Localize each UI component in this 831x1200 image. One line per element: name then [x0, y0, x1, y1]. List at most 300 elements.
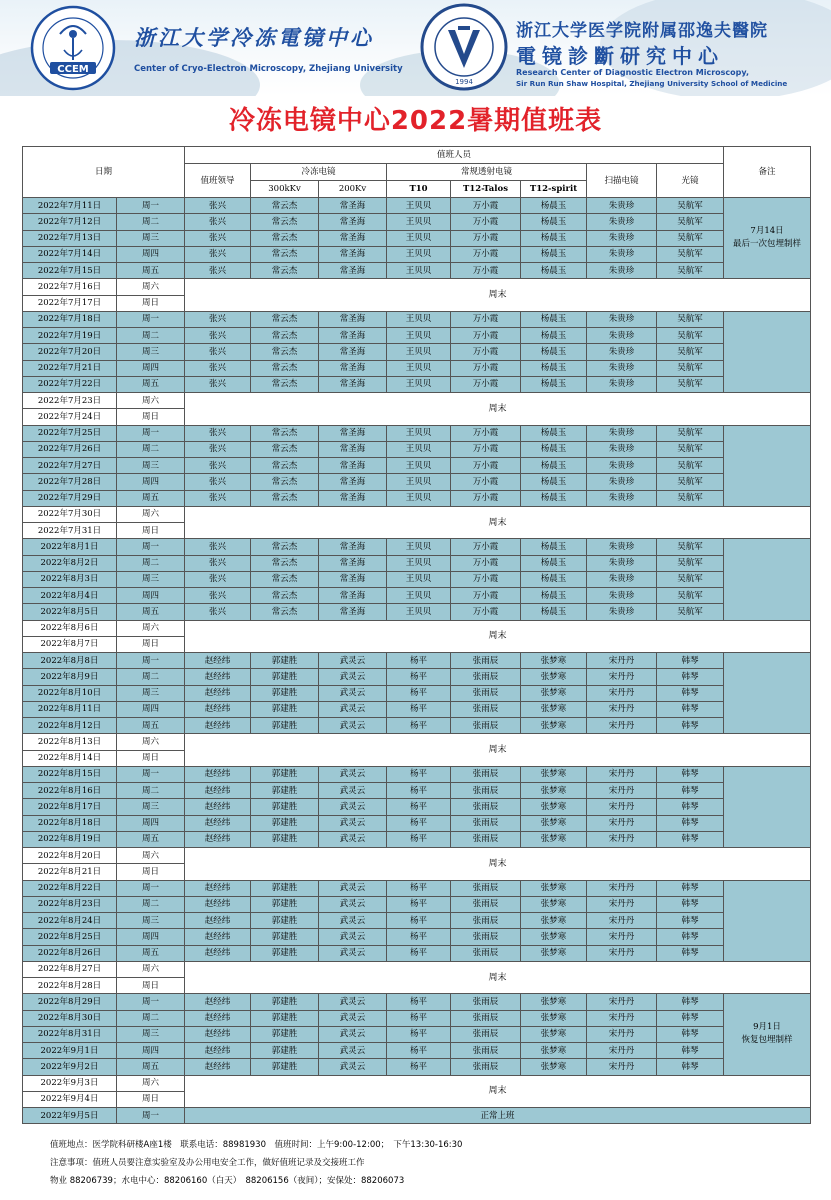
- staff-cell: 赵经纬: [185, 685, 251, 701]
- table-row: [23, 945, 811, 961]
- header-staff: 值班人员: [185, 147, 724, 164]
- date-cell: 2022年7月23日: [23, 393, 117, 409]
- staff-cell: 常云杰: [251, 230, 319, 246]
- weekday-cell: 周二: [117, 783, 185, 799]
- staff-cell: 韩琴: [657, 653, 724, 669]
- remark-cell: [724, 198, 811, 279]
- date-cell: 2022年8月23日: [23, 896, 117, 912]
- staff-cell: 杨晨玉: [521, 311, 587, 327]
- date-cell: 2022年8月6日: [23, 620, 117, 636]
- staff-cell: 张雨辰: [451, 1026, 521, 1042]
- table-row: [23, 328, 811, 344]
- staff-cell: 张梦寒: [521, 815, 587, 831]
- staff-cell: 张梦寒: [521, 880, 587, 896]
- staff-cell: 郭建胜: [251, 685, 319, 701]
- table-row: [23, 588, 811, 604]
- staff-cell: 常圣海: [319, 198, 387, 214]
- header-sem: 扫描电镜: [587, 164, 657, 198]
- staff-cell: 常圣海: [319, 555, 387, 571]
- staff-cell: 万小霞: [451, 555, 521, 571]
- staff-cell: 韩琴: [657, 701, 724, 717]
- staff-cell: 赵经纬: [185, 831, 251, 847]
- staff-cell: 吴航军: [657, 441, 724, 457]
- table-row: [23, 604, 811, 620]
- table-row-weekend: [23, 279, 811, 295]
- staff-cell: 吴航军: [657, 344, 724, 360]
- staff-cell: 吴航军: [657, 360, 724, 376]
- staff-cell: 武灵云: [319, 1010, 387, 1026]
- staff-cell: 张梦寒: [521, 685, 587, 701]
- staff-cell: 王贝贝: [387, 425, 451, 441]
- staff-cell: 王贝贝: [387, 604, 451, 620]
- table-body: [23, 198, 811, 1124]
- staff-cell: 宋丹丹: [587, 766, 657, 782]
- weekday-cell: 周三: [117, 458, 185, 474]
- staff-cell: 万小霞: [451, 360, 521, 376]
- staff-cell: 万小霞: [451, 328, 521, 344]
- table-row-resume: [23, 1108, 811, 1124]
- duty-schedule-table: [22, 146, 811, 1124]
- weekday-cell: 周四: [117, 929, 185, 945]
- staff-cell: 郭建胜: [251, 669, 319, 685]
- table-row: [23, 913, 811, 929]
- remark-cell: [724, 425, 811, 506]
- weekday-cell: 周二: [117, 214, 185, 230]
- table-row: [23, 344, 811, 360]
- staff-cell: 吴航军: [657, 458, 724, 474]
- weekday-cell: 周六: [117, 620, 185, 636]
- staff-cell: 张雨辰: [451, 945, 521, 961]
- remark-cell: [724, 539, 811, 620]
- weekday-cell: 周六: [117, 1075, 185, 1091]
- staff-cell: 赵经纬: [185, 994, 251, 1010]
- weekday-cell: 周一: [117, 880, 185, 896]
- staff-cell: 韩琴: [657, 718, 724, 734]
- staff-cell: 朱贵珍: [587, 588, 657, 604]
- staff-cell: 张雨辰: [451, 685, 521, 701]
- date-cell: 2022年8月17日: [23, 799, 117, 815]
- staff-cell: 万小霞: [451, 458, 521, 474]
- header-t12-spirit: T12-spirit: [521, 181, 587, 198]
- staff-cell: 张兴: [185, 246, 251, 262]
- table-row: [23, 246, 811, 262]
- table-row: [23, 701, 811, 717]
- staff-cell: 张兴: [185, 311, 251, 327]
- date-cell: 2022年8月10日: [23, 685, 117, 701]
- staff-cell: 常云杰: [251, 376, 319, 392]
- staff-cell: 郭建胜: [251, 718, 319, 734]
- staff-cell: 杨平: [387, 653, 451, 669]
- weekday-cell: 周四: [117, 246, 185, 262]
- weekday-cell: 周三: [117, 344, 185, 360]
- staff-cell: 张雨辰: [451, 896, 521, 912]
- weekend-label: 周末: [185, 620, 811, 653]
- table-row: [23, 555, 811, 571]
- staff-cell: 王贝贝: [387, 441, 451, 457]
- date-cell: 2022年8月31日: [23, 1026, 117, 1042]
- remark-line: 最后一次包埋制样: [733, 239, 802, 250]
- staff-cell: 杨晨玉: [521, 344, 587, 360]
- staff-cell: 常圣海: [319, 588, 387, 604]
- staff-cell: 赵经纬: [185, 718, 251, 734]
- staff-cell: 杨平: [387, 831, 451, 847]
- weekday-cell: 周五: [117, 831, 185, 847]
- staff-cell: 王贝贝: [387, 571, 451, 587]
- date-cell: 2022年7月22日: [23, 376, 117, 392]
- staff-cell: 朱贵珍: [587, 474, 657, 490]
- staff-cell: 宋丹丹: [587, 880, 657, 896]
- staff-cell: 赵经纬: [185, 945, 251, 961]
- weekday-cell: 周六: [117, 506, 185, 522]
- staff-cell: 吴航军: [657, 555, 724, 571]
- staff-cell: 郭建胜: [251, 831, 319, 847]
- date-cell: 2022年8月28日: [23, 978, 117, 994]
- staff-cell: 杨平: [387, 945, 451, 961]
- staff-cell: 赵经纬: [185, 1026, 251, 1042]
- staff-cell: 吴航军: [657, 214, 724, 230]
- staff-cell: 王贝贝: [387, 490, 451, 506]
- staff-cell: 王贝贝: [387, 214, 451, 230]
- staff-cell: 韩琴: [657, 945, 724, 961]
- table-row: [23, 311, 811, 327]
- staff-cell: 杨平: [387, 815, 451, 831]
- staff-cell: 杨晨玉: [521, 571, 587, 587]
- staff-cell: 万小霞: [451, 246, 521, 262]
- staff-cell: 武灵云: [319, 669, 387, 685]
- remark-cell: [724, 880, 811, 961]
- staff-cell: 常云杰: [251, 441, 319, 457]
- date-cell: 2022年8月14日: [23, 750, 117, 766]
- staff-cell: 吴航军: [657, 571, 724, 587]
- hospital-logo-year: 1994: [455, 78, 473, 86]
- staff-cell: 杨平: [387, 994, 451, 1010]
- staff-cell: 朱贵珍: [587, 246, 657, 262]
- staff-cell: 张兴: [185, 441, 251, 457]
- date-cell: 2022年8月22日: [23, 880, 117, 896]
- date-cell: 2022年7月20日: [23, 344, 117, 360]
- staff-cell: 张雨辰: [451, 799, 521, 815]
- staff-cell: 郭建胜: [251, 815, 319, 831]
- table-row: [23, 783, 811, 799]
- date-cell: 2022年7月31日: [23, 523, 117, 539]
- table-row: [23, 1026, 811, 1042]
- weekday-cell: 周日: [117, 295, 185, 311]
- staff-cell: 杨平: [387, 766, 451, 782]
- date-cell: 2022年8月16日: [23, 783, 117, 799]
- staff-cell: 张兴: [185, 555, 251, 571]
- staff-cell: 张兴: [185, 425, 251, 441]
- staff-cell: 郭建胜: [251, 799, 319, 815]
- table-header: [23, 147, 811, 198]
- date-cell: 2022年7月16日: [23, 279, 117, 295]
- staff-cell: 张兴: [185, 344, 251, 360]
- staff-cell: 吴航军: [657, 604, 724, 620]
- remark-cell: [724, 766, 811, 847]
- hospital-name-cn: 浙江大学医学院附属邵逸夫醫院: [516, 21, 768, 41]
- date-cell: 2022年8月18日: [23, 815, 117, 831]
- staff-cell: 韩琴: [657, 1059, 724, 1075]
- staff-cell: 杨晨玉: [521, 246, 587, 262]
- staff-cell: 郭建胜: [251, 1010, 319, 1026]
- staff-cell: 常云杰: [251, 604, 319, 620]
- staff-cell: 赵经纬: [185, 880, 251, 896]
- weekend-label: 周末: [185, 734, 811, 767]
- date-cell: 2022年7月29日: [23, 490, 117, 506]
- weekday-cell: 周二: [117, 896, 185, 912]
- staff-cell: 杨平: [387, 685, 451, 701]
- center-name-cn: 電镜診斷研究中心: [516, 44, 724, 68]
- footer-notice-line: 注意事项：值班人员要注意实验室及办公用电安全工作，做好值班记录及交接班工作: [50, 1158, 365, 1168]
- staff-cell: 杨晨玉: [521, 214, 587, 230]
- staff-cell: 宋丹丹: [587, 831, 657, 847]
- weekday-cell: 周三: [117, 230, 185, 246]
- staff-cell: 常云杰: [251, 214, 319, 230]
- staff-cell: 张兴: [185, 588, 251, 604]
- staff-cell: 朱贵珍: [587, 344, 657, 360]
- weekend-label: 周末: [185, 393, 811, 426]
- table-row: [23, 766, 811, 782]
- weekday-cell: 周二: [117, 1010, 185, 1026]
- table-row: [23, 1043, 811, 1059]
- footer-location-line: 值班地点：医学院科研楼A座1楼 联系电话：88981930 值班时间：上午9:00-12:00； 下午13:30-16:30: [50, 1140, 463, 1150]
- weekend-label: 周末: [185, 506, 811, 539]
- staff-cell: 杨平: [387, 1026, 451, 1042]
- staff-cell: 张兴: [185, 376, 251, 392]
- staff-cell: 杨平: [387, 718, 451, 734]
- staff-cell: 杨晨玉: [521, 474, 587, 490]
- remark-line: 恢复包埋制样: [741, 1035, 793, 1046]
- staff-cell: 武灵云: [319, 896, 387, 912]
- staff-cell: 韩琴: [657, 685, 724, 701]
- staff-cell: 张兴: [185, 571, 251, 587]
- date-cell: 2022年8月21日: [23, 864, 117, 880]
- staff-cell: 张雨辰: [451, 766, 521, 782]
- staff-cell: 宋丹丹: [587, 1043, 657, 1059]
- staff-cell: 韩琴: [657, 1026, 724, 1042]
- staff-cell: 常云杰: [251, 263, 319, 279]
- staff-cell: 武灵云: [319, 701, 387, 717]
- staff-cell: 张雨辰: [451, 1010, 521, 1026]
- staff-cell: 郭建胜: [251, 1059, 319, 1075]
- table-row-weekend: [23, 393, 811, 409]
- staff-cell: 万小霞: [451, 604, 521, 620]
- staff-cell: 宋丹丹: [587, 945, 657, 961]
- staff-cell: 杨平: [387, 669, 451, 685]
- staff-cell: 张兴: [185, 539, 251, 555]
- table-row: [23, 831, 811, 847]
- weekday-cell: 周日: [117, 523, 185, 539]
- staff-cell: 郭建胜: [251, 1043, 319, 1059]
- staff-cell: 王贝贝: [387, 246, 451, 262]
- staff-cell: 韩琴: [657, 994, 724, 1010]
- staff-cell: 张梦寒: [521, 766, 587, 782]
- staff-cell: 韩琴: [657, 766, 724, 782]
- date-cell: 2022年7月26日: [23, 441, 117, 457]
- staff-cell: 张雨辰: [451, 701, 521, 717]
- date-cell: 2022年7月28日: [23, 474, 117, 490]
- table-row: [23, 815, 811, 831]
- staff-cell: 杨晨玉: [521, 376, 587, 392]
- staff-cell: 郭建胜: [251, 701, 319, 717]
- staff-cell: 常圣海: [319, 376, 387, 392]
- staff-cell: 吴航军: [657, 198, 724, 214]
- staff-cell: 朱贵珍: [587, 458, 657, 474]
- remark-cell: [724, 994, 811, 1075]
- remark-line: 9月1日: [753, 1022, 781, 1033]
- staff-cell: 武灵云: [319, 718, 387, 734]
- staff-cell: 宋丹丹: [587, 896, 657, 912]
- weekday-cell: 周二: [117, 441, 185, 457]
- date-cell: 2022年7月17日: [23, 295, 117, 311]
- table-row: [23, 799, 811, 815]
- date-cell: 2022年7月27日: [23, 458, 117, 474]
- staff-cell: 王贝贝: [387, 311, 451, 327]
- staff-cell: 张兴: [185, 198, 251, 214]
- staff-cell: 韩琴: [657, 1010, 724, 1026]
- ccem-mark: CCEM: [57, 64, 89, 75]
- table-row: [23, 539, 811, 555]
- weekend-label: 周末: [185, 961, 811, 994]
- staff-cell: 杨晨玉: [521, 539, 587, 555]
- staff-cell: 万小霞: [451, 490, 521, 506]
- staff-cell: 常圣海: [319, 214, 387, 230]
- staff-cell: 吴航军: [657, 311, 724, 327]
- staff-cell: 张兴: [185, 490, 251, 506]
- weekday-cell: 周六: [117, 848, 185, 864]
- staff-cell: 张雨辰: [451, 831, 521, 847]
- staff-cell: 万小霞: [451, 311, 521, 327]
- weekday-cell: 周二: [117, 328, 185, 344]
- table-row-weekend: [23, 1075, 811, 1091]
- header-t12-talos: T12-Talos: [451, 181, 521, 198]
- staff-cell: 常圣海: [319, 328, 387, 344]
- staff-cell: 张梦寒: [521, 831, 587, 847]
- staff-cell: 张雨辰: [451, 783, 521, 799]
- staff-cell: 张梦寒: [521, 994, 587, 1010]
- date-cell: 2022年8月13日: [23, 734, 117, 750]
- staff-cell: 王贝贝: [387, 344, 451, 360]
- staff-cell: 常圣海: [319, 344, 387, 360]
- staff-cell: 常云杰: [251, 571, 319, 587]
- staff-cell: 韩琴: [657, 1043, 724, 1059]
- staff-cell: 常圣海: [319, 230, 387, 246]
- staff-cell: 吴航军: [657, 328, 724, 344]
- weekday-cell: 周四: [117, 588, 185, 604]
- date-cell: 2022年8月25日: [23, 929, 117, 945]
- table-row: [23, 376, 811, 392]
- weekday-cell: 周三: [117, 1026, 185, 1042]
- staff-cell: 杨平: [387, 799, 451, 815]
- staff-cell: 王贝贝: [387, 539, 451, 555]
- date-cell: 2022年8月8日: [23, 653, 117, 669]
- table-row: [23, 474, 811, 490]
- staff-cell: 吴航军: [657, 490, 724, 506]
- ccem-name-cn: 浙江大学冷冻電镜中心: [134, 25, 374, 50]
- table-row: [23, 198, 811, 214]
- staff-cell: 宋丹丹: [587, 653, 657, 669]
- date-cell: 2022年8月1日: [23, 539, 117, 555]
- staff-cell: 万小霞: [451, 344, 521, 360]
- date-cell: 2022年7月30日: [23, 506, 117, 522]
- staff-cell: 武灵云: [319, 913, 387, 929]
- staff-cell: 韩琴: [657, 669, 724, 685]
- staff-cell: 张雨辰: [451, 669, 521, 685]
- weekday-cell: 周一: [117, 994, 185, 1010]
- staff-cell: 万小霞: [451, 198, 521, 214]
- staff-cell: 杨平: [387, 1043, 451, 1059]
- staff-cell: 张梦寒: [521, 913, 587, 929]
- table-row-weekend: [23, 961, 811, 977]
- staff-cell: 万小霞: [451, 571, 521, 587]
- table-row: [23, 1059, 811, 1075]
- staff-cell: 万小霞: [451, 214, 521, 230]
- staff-cell: 赵经纬: [185, 799, 251, 815]
- header-leader: 值班领导: [185, 164, 251, 198]
- staff-cell: 宋丹丹: [587, 685, 657, 701]
- weekday-cell: 周四: [117, 360, 185, 376]
- table-row: [23, 896, 811, 912]
- date-cell: 2022年8月19日: [23, 831, 117, 847]
- ccem-name-en: Center of Cryo-Electron Microscopy, Zhejiang University: [134, 64, 403, 74]
- staff-cell: 常云杰: [251, 474, 319, 490]
- date-cell: 2022年7月24日: [23, 409, 117, 425]
- header-banner: [0, 0, 831, 96]
- staff-cell: 万小霞: [451, 539, 521, 555]
- weekday-cell: 周三: [117, 913, 185, 929]
- staff-cell: 常圣海: [319, 539, 387, 555]
- staff-cell: 宋丹丹: [587, 815, 657, 831]
- weekday-cell: 周五: [117, 945, 185, 961]
- staff-cell: 赵经纬: [185, 1010, 251, 1026]
- weekday-cell: 周三: [117, 685, 185, 701]
- weekday-cell: 周六: [117, 393, 185, 409]
- date-cell: 2022年8月9日: [23, 669, 117, 685]
- table-row: [23, 441, 811, 457]
- staff-cell: 杨晨玉: [521, 490, 587, 506]
- staff-cell: 万小霞: [451, 230, 521, 246]
- date-cell: 2022年8月27日: [23, 961, 117, 977]
- staff-cell: 张兴: [185, 474, 251, 490]
- weekend-label: 周末: [185, 1075, 811, 1108]
- hospital-logo: [418, 2, 510, 92]
- staff-cell: 韩琴: [657, 896, 724, 912]
- date-cell: 2022年9月3日: [23, 1075, 117, 1091]
- staff-cell: 张兴: [185, 328, 251, 344]
- staff-cell: 万小霞: [451, 263, 521, 279]
- staff-cell: 王贝贝: [387, 328, 451, 344]
- staff-cell: 宋丹丹: [587, 718, 657, 734]
- staff-cell: 郭建胜: [251, 929, 319, 945]
- staff-cell: 赵经纬: [185, 815, 251, 831]
- weekday-cell: 周五: [117, 490, 185, 506]
- staff-cell: 赵经纬: [185, 669, 251, 685]
- staff-cell: 郭建胜: [251, 994, 319, 1010]
- staff-cell: 常云杰: [251, 360, 319, 376]
- table-row: [23, 214, 811, 230]
- staff-cell: 韩琴: [657, 799, 724, 815]
- staff-cell: 王贝贝: [387, 198, 451, 214]
- staff-cell: 赵经纬: [185, 929, 251, 945]
- staff-cell: 杨平: [387, 896, 451, 912]
- staff-cell: 赵经纬: [185, 653, 251, 669]
- date-cell: 2022年8月15日: [23, 766, 117, 782]
- table-row: [23, 653, 811, 669]
- staff-cell: 常云杰: [251, 246, 319, 262]
- weekday-cell: 周一: [117, 425, 185, 441]
- staff-cell: 朱贵珍: [587, 376, 657, 392]
- staff-cell: 万小霞: [451, 588, 521, 604]
- staff-cell: 张雨辰: [451, 1043, 521, 1059]
